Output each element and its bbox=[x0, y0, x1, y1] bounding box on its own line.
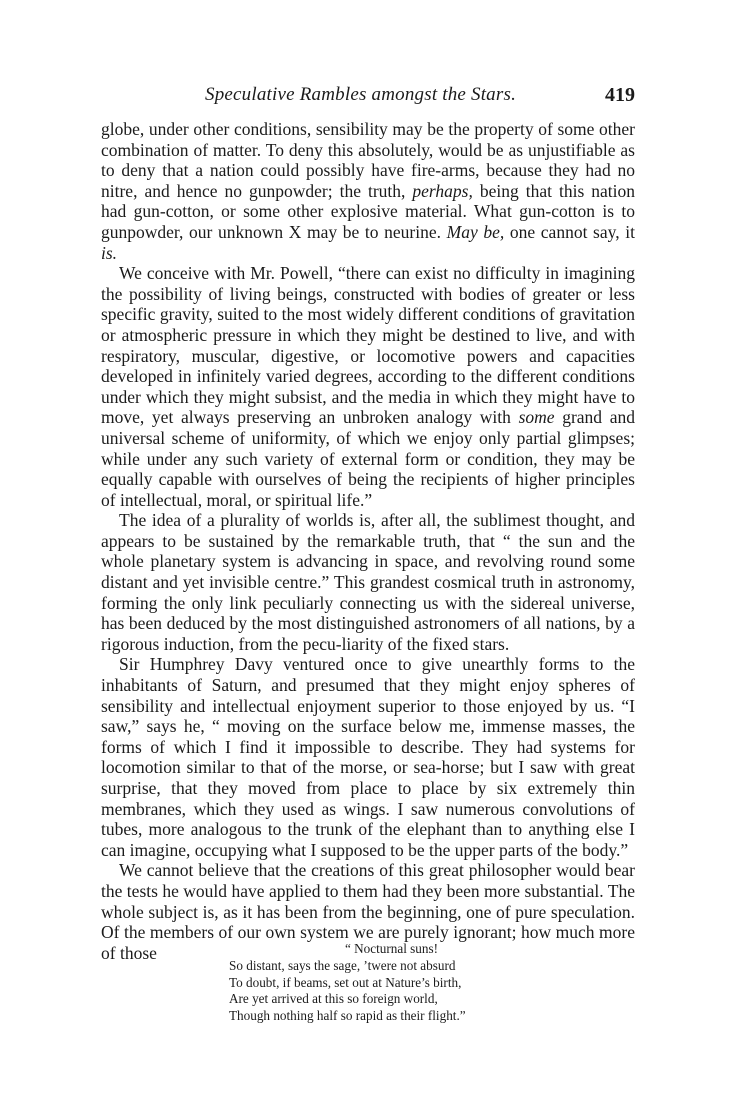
italic-text: some bbox=[518, 407, 555, 428]
text-run: one cannot say, it bbox=[504, 221, 635, 242]
text-run: The idea of a plurality of worlds is, after all, the sublimest thought, and appears to be sustained by the remarkable truth, that “ the sun and the whole planetary system is advancing in space, and revolving round some distant and yet invisible centre.” This grandest cosmical truth in astronomy, forming the only link peculiarly connecting us with the sidereal universe, has been deduced by the most distinguished astronomers of all nations, by a rigorous induction, from the pecu-liarity of the fixed stars. bbox=[101, 510, 635, 654]
text-run: We conceive with Mr. Powell, “there can exist no difficulty in imagining the possibility of living beings, constructed with bodies of greater or less specific gravity, suited to the most widely different conditions of gravitation or atmospheric pressure in which they might be destined to live, and with respiratory, muscular, digestive, or locomotive powers and capacities developed in infinitely varied degrees, according to the different conditions under which they might subsist, and the media in which they might have to move, yet always preserving an unbroken analogy with bbox=[101, 263, 635, 428]
text-run: Sir Humphrey Davy ventured once to give unearthly forms to the inhabitants of Saturn, and presumed that they might enjoy spheres of sensibility and intellectual enjoyment superior to those enjoyed by us. “I saw,” says he, “ moving on the surface below me, immense masses, the forms of which I find it impossible to describe. They had systems for locomotion similar to that of the morse, or sea-horse; but I saw with great surprise, that they moved from place to place by six extremely thin membranes, which they used as wings. I saw numerous convolutions of tubes, more analogous to the trunk of the elephant than to anything else I can imagine, occupying what I supposed to be the upper parts of the body.” bbox=[101, 654, 635, 860]
running-head bbox=[95, 84, 635, 108]
verse-line: Though nothing half so rapid as their flight.” bbox=[229, 1008, 466, 1024]
paragraph bbox=[101, 263, 635, 510]
page-number: 419 bbox=[605, 84, 635, 106]
verse-quotation bbox=[229, 941, 559, 1025]
italic-text: is. bbox=[101, 242, 118, 263]
verse-line: “ Nocturnal suns! bbox=[345, 941, 439, 956]
text-run: being that this nation had gun-cotton, or some other explosive material. What gun-cotton is to gunpowder, our unknown X may be to neurine. bbox=[101, 180, 635, 242]
text-run: grand and universal scheme of uniformity, of which we enjoy only partial glimpses; while under any such variety of external form or condition, they may be equally capable with ourselves of being the recipients of higher principles of intellectual, moral, or spiritual life.” bbox=[101, 407, 635, 510]
italic-text: May be, bbox=[446, 221, 505, 242]
verse-line: So distant, says the sage, ’twere not absurd bbox=[229, 957, 456, 973]
text-run: We cannot believe that the creations of this great philosopher would bear the tests he would have applied to them had they been more substantial. The whole subject is, as it has been from the beginning, one of pure speculation. Of the members of our own system we are purely ignorant; how much more of those bbox=[101, 860, 635, 963]
paragraph bbox=[101, 654, 635, 860]
paragraph bbox=[101, 510, 635, 654]
verse-line: Are yet arrived at this so foreign world, bbox=[229, 991, 438, 1007]
running-title: Speculative Rambles amongst the Stars. bbox=[205, 84, 517, 105]
verse-line: To doubt, if beams, set out at Nature’s birth, bbox=[229, 974, 462, 990]
body-text bbox=[101, 119, 635, 963]
paragraph bbox=[101, 119, 635, 263]
italic-text: perhaps, bbox=[412, 180, 473, 201]
text-run: globe, under other conditions, sensibility may be the property of some other combination of matter. To deny this absolutely, would be as unjustifiable as to deny that a nation could possibly have fire-arms, because they had no nitre, and hence no gunpowder; the truth, bbox=[101, 119, 635, 201]
